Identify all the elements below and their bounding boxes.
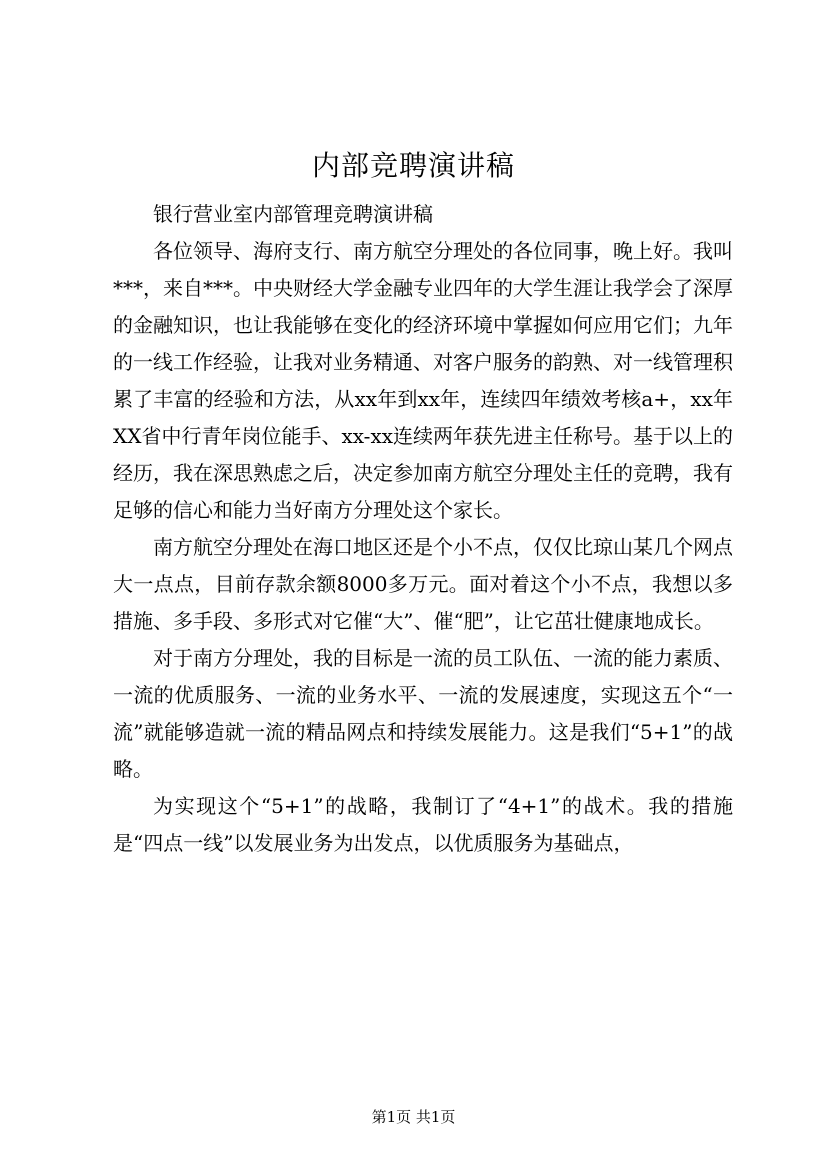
document-title: 内部竞聘演讲稿 [311,149,515,182]
paragraph-3: 对于南方分理处，我的目标是一流的员工队伍、一流的能力素质、一流的优质服务、一流的业务水平、一流的发展速度，实现这五个“一流”就能够造就一流的精品网点和持续发展能力。这是我们“5+1”的战略。 [113,646,733,781]
paragraph-2: 南方航空分理处在海口地区还是个小不点，仅仅比琼山某几个网点大一点点，目前存款余额8000多万元。面对着这个小不点，我想以多措施、多手段、多形式对它催“大”、催“肥”，让它茁壮健康地成长。 [113,535,733,633]
paragraph-1: 各位领导、海府支行、南方航空分理处的各位同事，晚上好。我叫***，来自***。中央财经大学金融专业四年的大学生涯让我学会了深厚的金融知识，也让我能够在变化的经济环境中掌握如何应用它们；九年的一线工作经验，让我对业务精通、对客户服务的韵熟、对一线管理积累了丰富的经验和方法，从xx年到xx年，连续四年绩效考核a+，xx年XX省中行青年岗位能手、xx-xx连续两年获先进主任称号。基于以上的经历，我在深思熟虑之后，决定参加南方航空分理处主任的竞聘，我有足够的信心和能力当好南方分理处这个家长。 [113,239,733,522]
paragraph-4: 为实现这个“5+1”的战略，我制订了“4+1”的战术。我的措施是“四点一线”以发展业务为出发点，以优质服务为基础点， [113,794,733,855]
document-subtitle: 银行营业室内部管理竞聘演讲稿 [153,202,433,226]
page-footer: 第1页 共1页 [371,1108,456,1126]
document-body [113,196,733,862]
